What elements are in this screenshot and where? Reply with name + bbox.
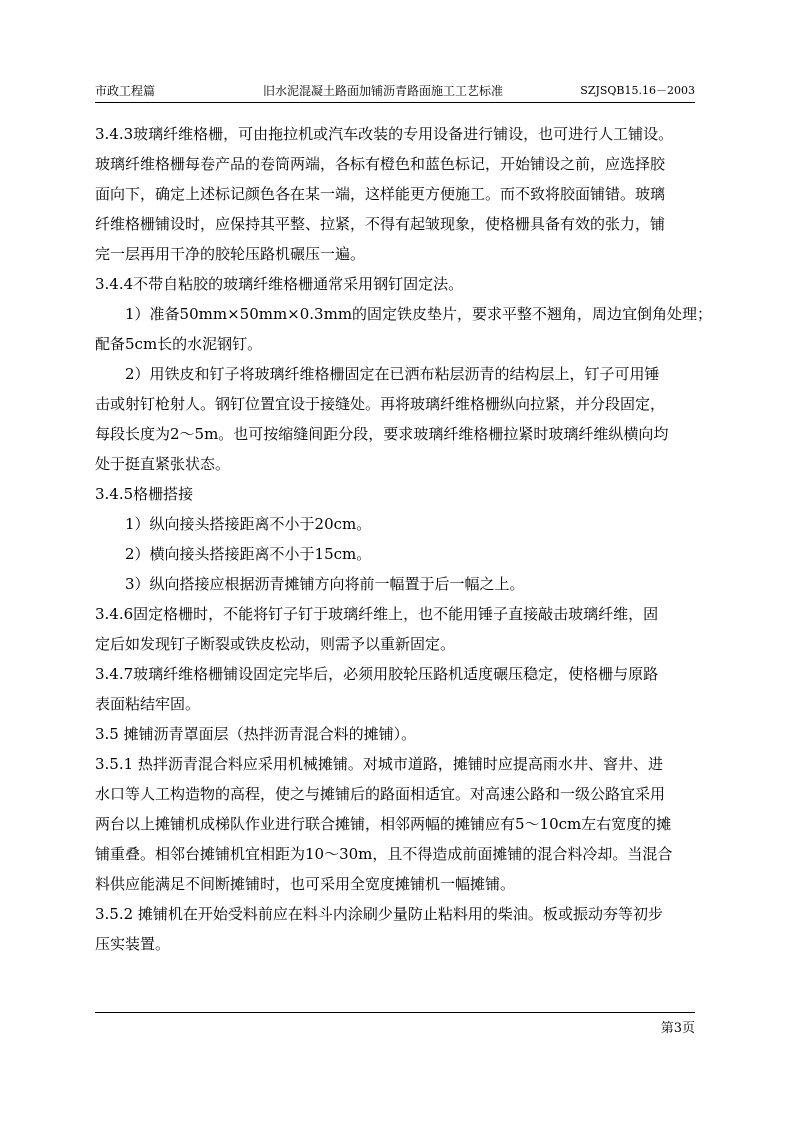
text-line: 3.5 摊铺沥青罩面层（热拌沥青混合料的摊铺）。 [95,725,417,743]
text-line: 压实装置。 [95,935,171,953]
text-line: 1）准备50mm×50mm×0.3mm的固定铁皮垫片，要求平整不翘角，周边宜倒角处理； [125,305,713,323]
header-document-title: 旧水泥混凝土路面加铺沥青路面施工工艺标准 [263,84,504,98]
text-line: 纤维格栅铺设时，应保持其平整、拉紧，不得有起皱现象，使格栅具备有效的张力，铺 [95,215,666,233]
text-line: 每段长度为2～5m。也可按缩缝间距分段，要求玻璃纤维格栅拉紧时玻璃纤维纵横向均 [95,425,669,443]
text-line: 3.5.1 热拌沥青混合料应采用机械摊铺。对城市道路，摊铺时应提高雨水井、窨井、进 [95,755,663,773]
text-line: 3.4.3玻璃纤维格栅，可由拖拉机或汽车改装的专用设备进行铺设，也可进行人工铺设。 [95,125,674,143]
text-line: 3.4.6固定格栅时，不能将钉子钉于玻璃纤维上，也不能用锤子直接敲击玻璃纤维，固 [95,605,659,623]
text-line: 完一层再用干净的胶轮压路机碾压一遍。 [95,245,366,263]
document-body [95,119,713,959]
text-line: 配备5cm长的水泥钢钉。 [95,335,263,353]
text-line: 1）纵向接头搭接距离不小于20cm。 [125,515,372,533]
text-line: 3.5.2 摊铺机在开始受料前应在料斗内涂刷少量防止粘料用的柴油。板或振动夯等初步 [95,905,663,923]
text-line: 3）纵向搭接应根据沥青摊铺方向将前一幅置于后一幅之上。 [125,575,525,593]
text-line: 面向下，确定上述标记颜色各在某一端，这样能更方便施工。而不致将胶面铺错。玻璃 [95,185,666,203]
text-line: 两台以上摊铺机成梯队作业进行联合摊铺，相邻两幅的摊铺应有5～10cm左右宽度的摊 [95,815,672,833]
text-line: 玻璃纤维格栅每卷产品的卷筒两端，各标有橙色和蓝色标记，开始铺设之前，应选择胶 [95,155,666,173]
text-line: 击或射钉枪射人。钢钉位置宜设于接缝处。再将玻璃纤维格栅纵向拉紧，并分段固定， [95,395,666,413]
text-line: 处于挺直紧张状态。 [95,455,231,473]
header-section-title: 市政工程篇 [95,84,156,98]
text-line: 料供应能满足不间断摊铺时，也可采用全宽度摊铺机一幅摊铺。 [95,875,516,893]
header-standard-code: SZJSQB15.16－2003 [580,84,695,97]
page-number: 第3页 [660,1021,695,1036]
text-line: 铺重叠。相邻台摊铺机宜相距为10～30m，且不得造成前面摊铺的混合料冷却。当混合 [95,845,673,863]
text-line: 表面粘结牢固。 [95,695,201,713]
text-line: 3.4.5格栅搭接 [95,485,194,503]
page-header [95,80,695,103]
footer-divider [95,1012,695,1013]
text-line: 3.4.4不带自粘胶的玻璃纤维格栅通常采用钢钉固定法。 [95,275,464,293]
text-line: 3.4.7玻璃纤维格栅铺设固定完毕后，必须用胶轮压路机适度碾压稳定，使格栅与原路 [95,665,659,683]
text-line: 水口等人工构造物的高程，使之与摊铺后的路面相适宜。对高速公路和一级公路宜采用 [95,785,666,803]
text-line: 2）横向接头搭接距离不小于15cm。 [125,545,372,563]
text-line: 定后如发现钉子断裂或铁皮松动，则需予以重新固定。 [95,635,456,653]
text-line: 2）用铁皮和钉子将玻璃纤维格栅固定在已洒布粘层沥青的结构层上，钉子可用锤 [125,365,660,383]
